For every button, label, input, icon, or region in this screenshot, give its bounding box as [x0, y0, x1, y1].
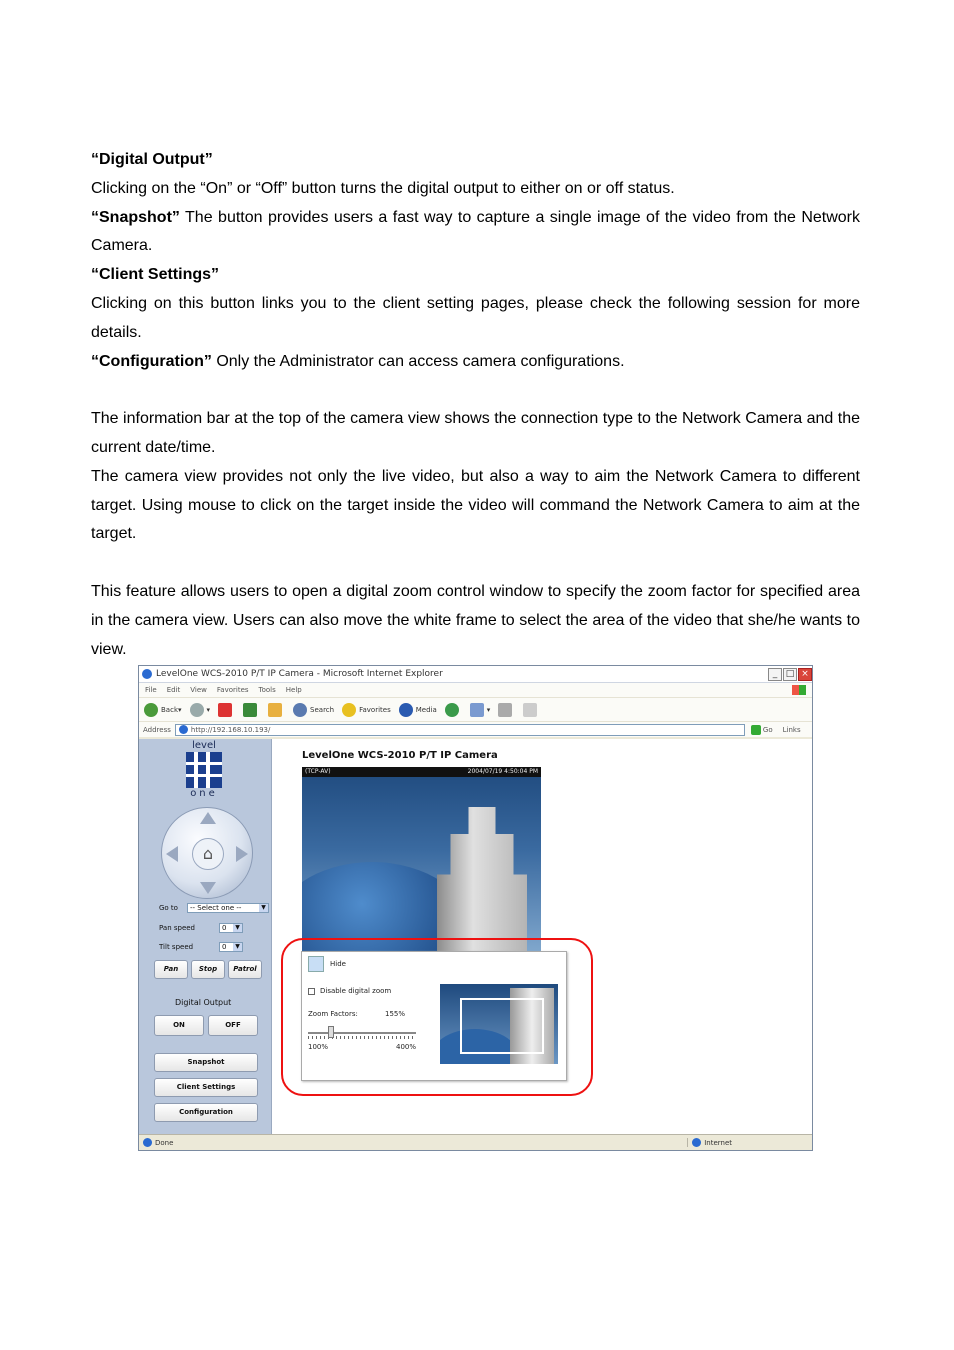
status-bar	[139, 1134, 812, 1150]
menu-tools[interactable]: Tools	[258, 686, 276, 694]
configuration-button[interactable]: Configuration	[154, 1103, 258, 1122]
paragraph-digital-output: Clicking on the “On” or “Off” button turns the digital output to either on or off status.	[91, 179, 675, 197]
digital-output-label: Digital Output	[175, 998, 232, 1007]
goto-row: Go to -- Select one -- ▼	[159, 903, 269, 913]
refresh-icon	[243, 703, 257, 717]
video-tower-shape	[437, 807, 527, 951]
control-sidebar	[139, 739, 272, 1135]
zoom-max-label: 400%	[396, 1043, 417, 1051]
zoom-factor-label: Zoom Factors:	[308, 1010, 358, 1018]
browser-screenshot	[138, 665, 813, 1151]
title-bar	[139, 666, 812, 683]
search-icon	[293, 703, 307, 717]
paragraph-camera-view: The camera view provides not only the live video, but also a way to aim the Network Camera to different target. Using mouse to click on the target inside the video will command the Network Camera to aim at the target.	[91, 467, 860, 543]
refresh-button[interactable]	[243, 703, 260, 717]
tilt-up-icon[interactable]	[200, 812, 216, 824]
search-button[interactable]: Search	[293, 703, 334, 717]
patrol-button[interactable]: Patrol	[228, 960, 262, 979]
goto-select[interactable]: -- Select one -- ▼	[187, 903, 269, 913]
forward-icon	[190, 703, 204, 717]
edit-button[interactable]	[523, 703, 540, 717]
home-icon	[268, 703, 282, 717]
stop-button[interactable]: Stop	[191, 960, 225, 979]
media-icon	[399, 703, 413, 717]
page-icon	[179, 725, 188, 734]
address-label: Address	[143, 725, 171, 734]
mail-icon	[470, 703, 484, 717]
menu-favorites[interactable]: Favorites	[216, 686, 249, 694]
paragraph-info-bar: The information bar at the top of the camera view shows the connection type to the Network Camera and the current date/time.	[91, 410, 860, 456]
paragraph-snapshot: “Snapshot” The button provides users a fast way to capture a single image of the video from the Network Camera.	[91, 208, 860, 255]
address-bar	[139, 721, 812, 737]
connection-type: (TCP-AV)	[305, 768, 331, 775]
globe-icon	[692, 1138, 701, 1147]
highlight-circle	[281, 938, 593, 1096]
back-icon	[144, 703, 158, 717]
ptz-control-pad[interactable]	[161, 807, 253, 899]
page-icon	[143, 1138, 152, 1147]
zoom-min-label: 100%	[308, 1043, 329, 1051]
camera-main-area	[273, 739, 812, 1135]
camera-page-title: LevelOne WCS-2010 P/T IP Camera	[302, 750, 498, 761]
stop-icon	[218, 703, 232, 717]
camera-video-view[interactable]	[302, 767, 541, 951]
toolbar	[139, 697, 812, 721]
home-position-icon[interactable]: ⌂	[192, 838, 224, 870]
maximize-icon[interactable]: □	[783, 668, 797, 681]
menu-help[interactable]: Help	[285, 686, 302, 694]
chevron-down-icon: ▼	[233, 943, 242, 951]
windows-logo-icon	[792, 685, 806, 695]
forward-button[interactable]: ▾	[190, 703, 211, 717]
hide-zoom-toggle[interactable]: Hide	[308, 956, 346, 972]
ie-icon	[142, 669, 152, 679]
address-input[interactable]: http://192.168.10.193/	[175, 724, 745, 736]
stop-button[interactable]	[218, 703, 235, 717]
close-icon[interactable]: ×	[798, 668, 812, 681]
pan-left-icon[interactable]	[166, 846, 178, 862]
security-zone: Internet	[687, 1138, 732, 1147]
paragraph-digital-zoom: This feature allows users to open a digital zoom control window to specify the zoom factor for specified area in the camera view. Users can also move the white frame to select the area of the video that she/he wants to view.	[91, 582, 860, 658]
heading-client-settings: “Client Settings”	[91, 266, 220, 284]
edit-icon	[523, 703, 537, 717]
home-button[interactable]	[268, 703, 285, 717]
chevron-down-icon: ▼	[233, 924, 242, 932]
print-button[interactable]	[498, 703, 515, 717]
print-icon	[498, 703, 512, 717]
chevron-down-icon: ▼	[259, 904, 268, 912]
info-bar	[302, 767, 541, 777]
favorites-button[interactable]: Favorites	[342, 703, 391, 717]
logo-grid-icon	[186, 752, 222, 788]
client-settings-button[interactable]: Client Settings	[154, 1078, 258, 1097]
links-button[interactable]: Links	[782, 725, 801, 734]
mail-button[interactable]: ▾	[470, 703, 491, 717]
current-datetime: 2004/07/19 4:50:04 PM	[467, 768, 538, 775]
snapshot-button[interactable]: Snapshot	[154, 1053, 258, 1072]
heading-digital-output: “Digital Output”	[91, 151, 213, 168]
history-button[interactable]	[445, 703, 462, 717]
pan-button[interactable]: Pan	[154, 960, 188, 979]
output-on-button[interactable]: ON	[154, 1015, 204, 1036]
page-content	[139, 739, 812, 1135]
star-icon	[342, 703, 356, 717]
levelone-logo: level one	[185, 741, 223, 799]
history-icon	[445, 703, 459, 717]
status-text: Done	[155, 1138, 174, 1147]
go-button[interactable]: Go	[751, 725, 773, 735]
pan-speed-row: Pan speed 0 ▼	[159, 923, 243, 933]
tilt-speed-row: Tilt speed 0 ▼	[159, 942, 243, 952]
menu-view[interactable]: View	[190, 686, 207, 694]
pan-right-icon[interactable]	[236, 846, 248, 862]
media-button[interactable]: Media	[399, 703, 437, 717]
paragraph-configuration: “Configuration” Only the Administrator can access camera configurations.	[91, 352, 625, 370]
tilt-down-icon[interactable]	[200, 882, 216, 894]
back-button[interactable]: Back ▾	[144, 703, 182, 717]
pan-speed-select[interactable]: 0 ▼	[219, 923, 243, 933]
disable-zoom-checkbox[interactable]: Disable digital zoom	[308, 987, 391, 995]
zoom-factor-value: 155%	[385, 1010, 406, 1018]
menu-bar	[139, 683, 812, 697]
paragraph-client-settings: Clicking on this button links you to the client setting pages, please check the following session for more details.	[91, 294, 860, 341]
window-title: LevelOne WCS-2010 P/T IP Camera - Microsoft Internet Explorer	[156, 669, 443, 679]
tilt-speed-select[interactable]: 0 ▼	[219, 942, 243, 952]
document-body	[91, 146, 860, 664]
minimize-icon[interactable]: _	[768, 668, 782, 681]
menu-file[interactable]: File	[145, 686, 157, 694]
menu-edit[interactable]: Edit	[166, 686, 181, 694]
output-off-button[interactable]: OFF	[208, 1015, 258, 1036]
go-arrow-icon	[751, 725, 761, 735]
